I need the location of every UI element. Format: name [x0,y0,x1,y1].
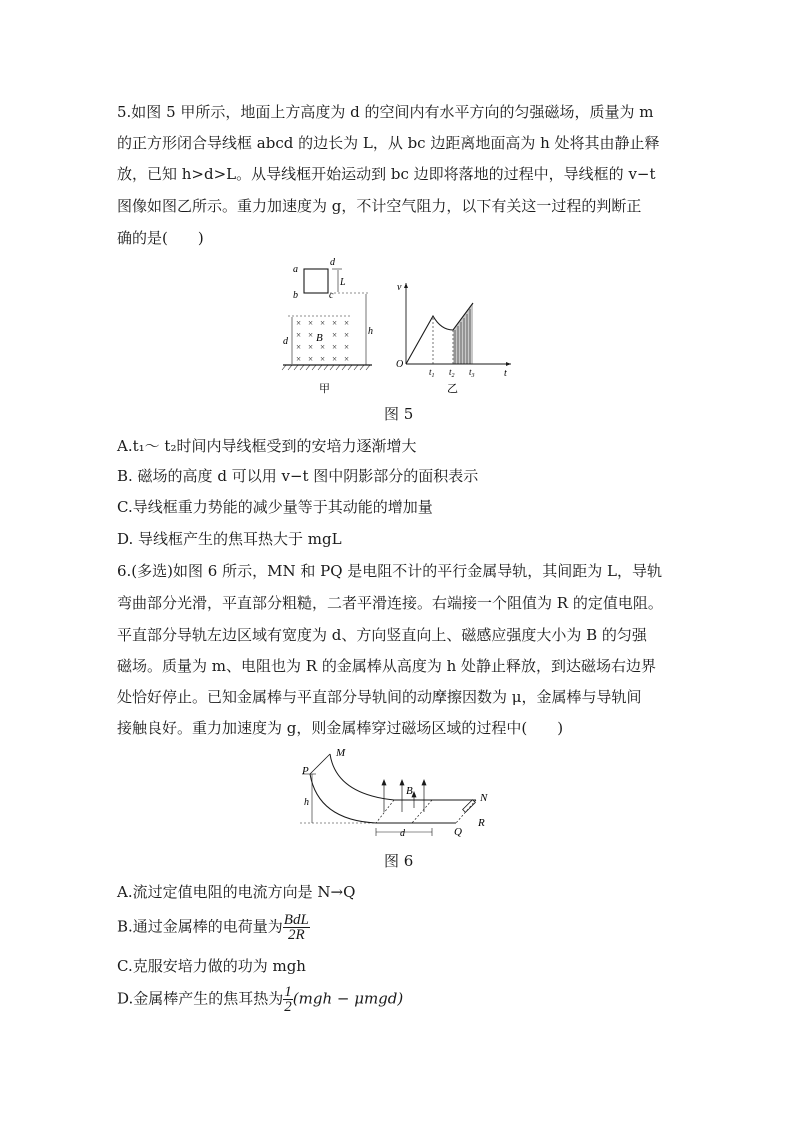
figure-6 [296,744,506,844]
svg-text:×: × [332,354,338,364]
label-P: P [302,765,309,777]
svg-text:×: × [344,330,350,340]
q6-option-c: C.克服安培力做的功为 mgh [117,957,306,975]
label-d6: d [400,828,405,839]
q5-option-c: C.导线框重力势能的减少量等于其动能的增加量 [117,498,433,516]
svg-text:×: × [344,342,350,352]
q5-option-d: D. 导线框产生的焦耳热大于 mgL [117,530,342,548]
tick-t3: $t_3$ [469,367,475,379]
label-h6: h [304,797,309,808]
q6-option-d-prefix: D.金属棒产生的焦耳热为 [117,989,284,1008]
label-B: B [316,332,323,344]
label-Q: Q [454,826,462,838]
label-yi: 乙 [447,383,458,395]
q5-line-3: 放，已知 h>d>L。从导线框开始运动到 bc 边即将落地的过程中，导线框的 v−t [117,165,656,183]
label-jia: 甲 [319,383,330,395]
q6-option-d-suffix: (mgh − μmgd) [292,989,404,1008]
label-M: M [336,747,346,759]
label-N: N [480,792,488,804]
q6-line-2: 弯曲部分光滑，平直部分粗糙，二者平滑连接。右端接一个阻值为 R 的定值电阻。 [117,594,663,612]
label-d-height: d [283,336,288,347]
q6-line-4: 磁场。质量为 m、电阻也为 R 的金属棒从高度为 h 处静止释放，到达磁场右边界 [117,657,657,675]
q6-option-d-fraction: $\frac{1}{2}$ [284,984,292,1015]
q5-option-b: B. 磁场的高度 d 可以用 v−t 图中阴影部分的面积表示 [117,467,479,485]
svg-text:×: × [308,342,314,352]
label-R: R [478,817,485,829]
q6-line-6: 接触良好。重力加速度为 g，则金属棒穿过磁场区域的过程中( ) [117,719,564,737]
ground-hatch [282,365,370,370]
svg-text:×: × [332,342,338,352]
svg-text:×: × [332,318,338,328]
axis-v-label: v [397,282,402,293]
svg-text:×: × [308,330,314,340]
q6-line-5: 处恰好停止。已知金属棒与平直部分导轨间的动摩擦因数为 μ，金属棒与导轨间 [117,688,642,706]
q6-option-d [117,985,403,1014]
tick-t2: $t_2$ [449,367,455,379]
label-B-field: B [406,785,413,797]
q5-option-a: A.t₁～ t₂时间内导线框受到的安培力逐渐增大 [117,437,417,455]
q5-line-5: 确的是( ) [117,229,204,247]
svg-text:×: × [296,354,302,364]
wire-loop [304,269,328,293]
q5-line-1: 5.如图 5 甲所示，地面上方高度为 d 的空间内有水平方向的匀强磁场，质量为 m [117,103,654,121]
tick-t1: $t_1$ [429,367,435,379]
label-c: c [329,290,334,301]
svg-text:×: × [296,318,302,328]
figure-5-yi [393,278,518,398]
svg-text:×: × [320,318,326,328]
label-b: b [293,290,298,301]
label-a: a [293,264,298,275]
svg-text:×: × [308,354,314,364]
figure-5-jia [280,252,380,397]
q6-option-b-fraction: $\frac{\text{BdL}}{2R}$ [283,912,309,943]
q6-line-3: 平直部分导轨左边区域有宽度为 d、方向竖直向上、磁感应强度大小为 B 的匀强 [117,626,647,644]
svg-text:×: × [344,318,350,328]
label-L: L [340,277,346,288]
q5-line-2: 的正方形闭合导线框 abcd 的边长为 L，从 bc 边距离地面高为 h 处将其由静止释 [117,134,660,152]
svg-text:×: × [296,330,302,340]
q6-option-b-prefix: B.通过金属棒的电荷量为 [117,917,283,936]
resistor [463,800,476,813]
q6-option-a: A.流过定值电阻的电流方向是 N→Q [117,883,356,901]
svg-text:×: × [320,354,326,364]
origin-label: O [396,359,404,370]
figure-6-caption: 图 6 [384,852,414,870]
q6-option-b [117,913,310,942]
figure-5-caption: 图 5 [384,405,414,423]
svg-text:×: × [344,354,350,364]
svg-text:×: × [332,330,338,340]
rail-M-curve [330,754,476,800]
q5-line-4: 图像如图乙所示。重力加速度为 g，不计空气阻力，以下有关这一过程的判断正 [117,197,642,215]
svg-text:×: × [320,342,326,352]
svg-text:×: × [296,342,302,352]
axis-t-label: t [504,368,507,379]
svg-text:×: × [308,318,314,328]
label-h: h [368,326,373,337]
label-d-corner: d [330,257,335,268]
q6-line-1: 6.(多选)如图 6 所示，MN 和 PQ 是电阻不计的平行金属导轨，其间距为 L，导轨 [117,562,663,580]
